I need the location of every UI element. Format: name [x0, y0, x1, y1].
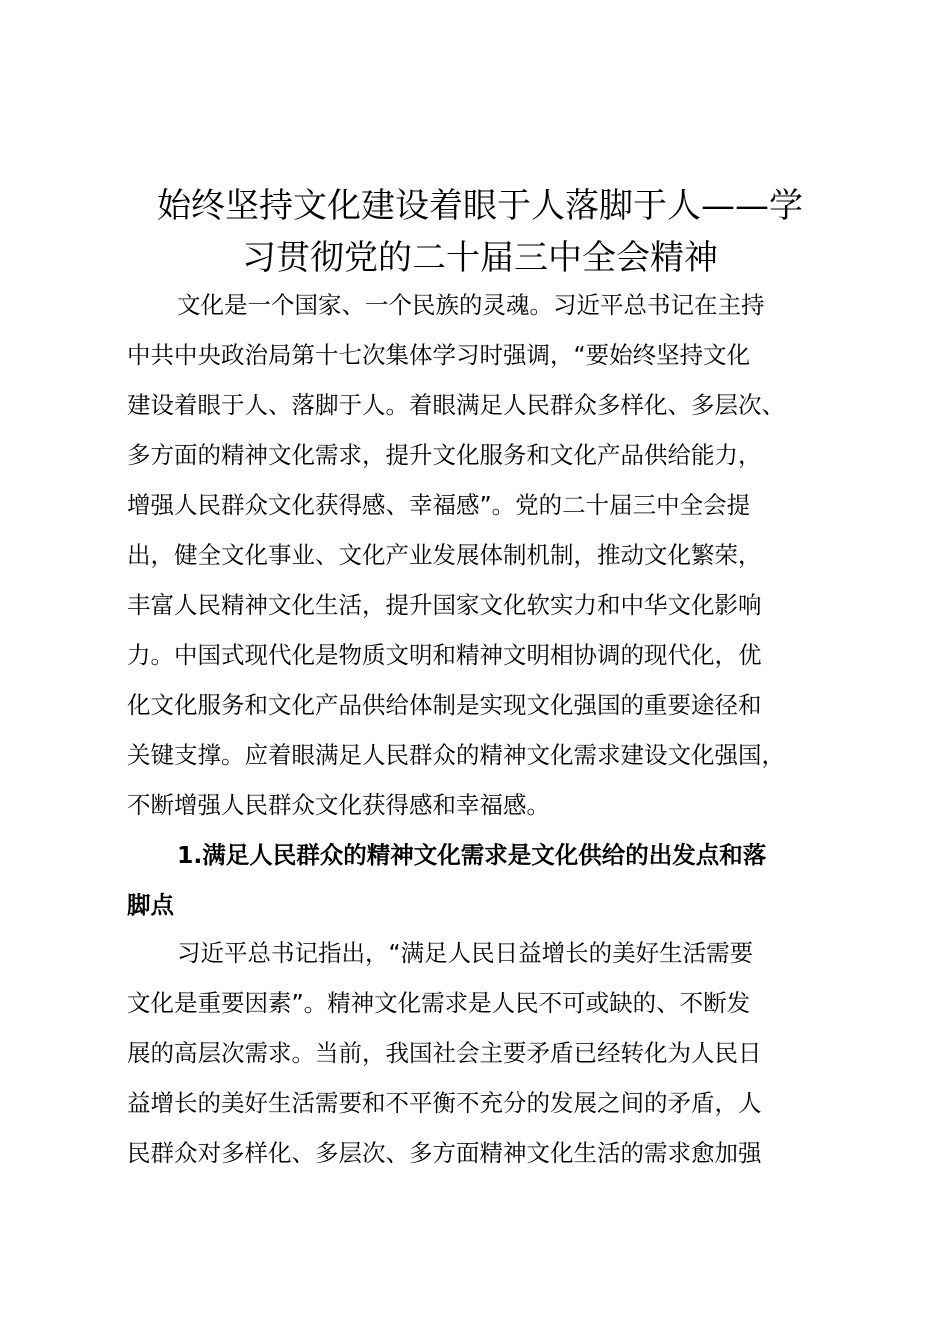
title-line: 习贯彻党的二十届三中全会精神	[242, 238, 718, 278]
document-title	[120, 180, 840, 284]
paragraph-line: 中共中央政治局第十七次集体学习时强调，“要始终坚持文化	[127, 341, 751, 369]
paragraph-line: 民群众对多样化、多层次、多方面精神文化生活的需求愈加强	[127, 1139, 762, 1167]
paragraph-intro	[127, 280, 837, 830]
paragraph-line: 习近平总书记指出，“满足人民日益增长的美好生活需要	[177, 939, 754, 967]
paragraph-line: 丰富人民精神文化生活，提升国家文化软实力和中华文化影响	[127, 591, 762, 619]
paragraph-line: 出，健全文化事业、文化产业发展体制机制，推动文化繁荣，	[127, 541, 762, 569]
paragraph-line: 力。中国式现代化是物质文明和精神文明相协调的现代化，优	[127, 641, 762, 669]
paragraph-section-1	[127, 928, 837, 1178]
section-heading-1	[127, 830, 837, 930]
paragraph-line: 化文化服务和文化产品供给体制是实现文化强国的重要途径和	[127, 691, 762, 719]
heading-line: 脚点	[127, 891, 174, 919]
paragraph-line: 益增长的美好生活需要和不平衡不充分的发展之间的矛盾，人	[127, 1089, 762, 1117]
paragraph-line: 文化是重要因素”。精神文化需求是人民不可或缺的、不断发	[127, 989, 751, 1017]
heading-line: 1.满足人民群众的精神文化需求是文化供给的出发点和落	[177, 841, 767, 869]
paragraph-line: 关键支撑。应着眼满足人民群众的精神文化需求建设文化强国，	[127, 741, 785, 769]
paragraph-line: 不断增强人民群众文化获得感和幸福感。	[127, 791, 550, 819]
paragraph-line: 增强人民群众文化获得感、幸福感”。党的二十届三中全会提	[127, 491, 751, 519]
paragraph-line: 展的高层次需求。当前，我国社会主要矛盾已经转化为人民日	[127, 1039, 762, 1067]
paragraph-line: 建设着眼于人、落脚于人。着眼满足人民群众多样化、多层次、	[127, 391, 785, 419]
paragraph-line: 文化是一个国家、一个民族的灵魂。习近平总书记在主持	[177, 291, 765, 319]
paragraph-line: 多方面的精神文化需求，提升文化服务和文化产品供给能力，	[127, 441, 762, 469]
title-line: 始终坚持文化建设着眼于人落脚于人——学	[157, 186, 803, 226]
